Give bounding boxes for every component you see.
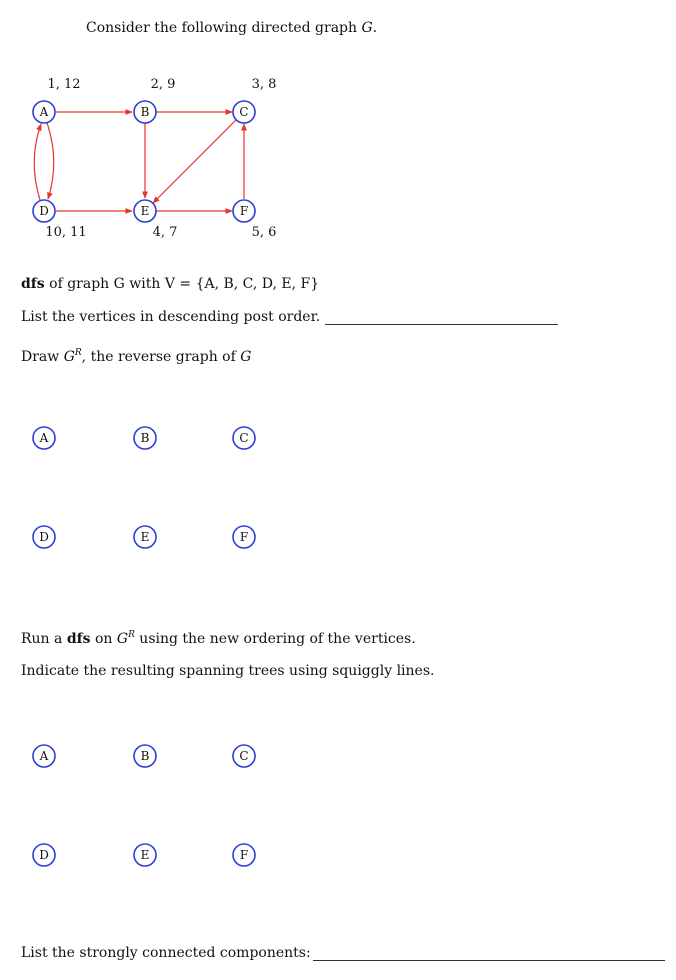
result-node-f	[233, 844, 255, 866]
reverse-node-c-label: C	[239, 431, 249, 445]
post-order-answer-line[interactable]	[325, 324, 558, 325]
reverse-node-b-label: B	[140, 431, 150, 445]
run-g: G	[116, 631, 129, 647]
intro-graph-name: G	[361, 20, 373, 36]
reverse-node-f	[233, 526, 255, 548]
graph-g-node-f	[233, 200, 255, 222]
edge-a-d	[47, 123, 54, 199]
run-after: using the new ordering of the vertices.	[134, 631, 416, 647]
node-c-label: C	[239, 105, 249, 119]
run-bold: dfs	[66, 631, 91, 647]
reverse-before: Draw	[21, 349, 64, 365]
reverse-node-a	[33, 427, 55, 449]
scc-answer-line[interactable]	[313, 960, 665, 961]
result-node-e	[134, 844, 156, 866]
result-node-a	[33, 745, 55, 767]
time-label-f: 5, 6	[251, 225, 277, 240]
node-e-label: E	[140, 204, 150, 218]
run-dfs-prompt	[21, 626, 416, 648]
graph-g-node-c	[233, 101, 255, 123]
edge-c-e	[153, 120, 236, 203]
spanning-trees-prompt: Indicate the resulting spanning trees using squiggly lines.	[21, 663, 435, 679]
result-node-a-label: A	[39, 749, 49, 763]
result-node-b-label: B	[140, 749, 150, 763]
run-middle: on	[90, 631, 117, 647]
result-node-d-label: D	[39, 848, 49, 862]
reverse-node-e	[134, 526, 156, 548]
graph-g-node-d	[33, 200, 55, 222]
time-label-d: 10, 11	[45, 225, 87, 240]
run-sup: R	[128, 630, 135, 640]
graph-g-node-a	[33, 101, 55, 123]
edge-d-a	[34, 124, 41, 200]
result-node-e-label: E	[140, 848, 150, 862]
result-node-c	[233, 745, 255, 767]
node-d-label: D	[39, 204, 49, 218]
time-label-a: 1, 12	[47, 77, 81, 92]
run-before: Run a	[21, 631, 67, 647]
reverse-node-a-label: A	[39, 431, 49, 445]
reverse-node-c	[233, 427, 255, 449]
result-node-c-label: C	[239, 749, 249, 763]
graph-g-node-b	[134, 101, 156, 123]
reverse-after: , the reverse graph of	[81, 349, 241, 365]
post-order-prompt: List the vertices in descending post order.	[21, 309, 321, 325]
intro-period: .	[372, 20, 378, 36]
dfs-bold: dfs	[21, 276, 45, 292]
result-node-b	[134, 745, 156, 767]
time-label-e: 4, 7	[152, 225, 178, 240]
time-label-c: 3, 8	[251, 77, 277, 92]
reverse-g: G	[63, 349, 75, 365]
result-node-d	[33, 844, 55, 866]
node-b-label: B	[140, 105, 150, 119]
reverse-node-b	[134, 427, 156, 449]
reverse-node-d	[33, 526, 55, 548]
reverse-node-f-label: F	[239, 530, 249, 544]
reverse-node-d-label: D	[39, 530, 49, 544]
reverse-graph-prompt	[21, 344, 251, 366]
intro-text: Consider the following directed graph	[86, 20, 362, 36]
graph-g-node-e	[134, 200, 156, 222]
result-node-f-label: F	[239, 848, 249, 862]
reverse-g2: G	[240, 349, 252, 365]
reverse-sup: R	[74, 348, 82, 358]
dfs-description	[21, 275, 319, 293]
node-f-label: F	[239, 204, 249, 218]
time-label-b: 2, 9	[150, 77, 176, 92]
node-a-label: A	[39, 105, 49, 119]
dfs-rest: of graph G with V = {A, B, C, D, E, F}	[44, 276, 320, 292]
scc-prompt: List the strongly connected components:	[21, 945, 311, 961]
reverse-node-e-label: E	[140, 530, 150, 544]
